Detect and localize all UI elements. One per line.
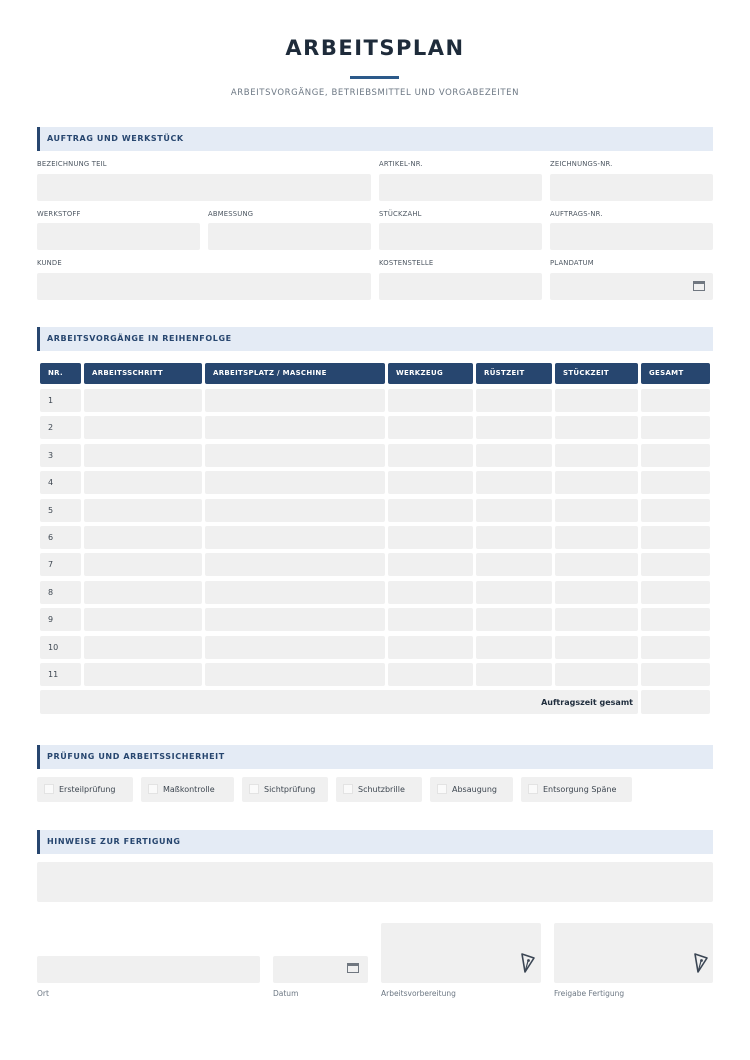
table-cell[interactable]: [84, 581, 202, 604]
table-cell[interactable]: [84, 553, 202, 576]
label-plandatum: PLANDATUM: [550, 259, 594, 267]
row-number-cell: [40, 581, 81, 604]
page-subtitle: ARBEITSVORGÄNGE, BETRIEBSMITTEL UND VORGABEZEITEN: [230, 88, 520, 98]
check-absaugung[interactable]: [430, 777, 513, 802]
row-number-cell: [40, 636, 81, 659]
total-value-field[interactable]: [641, 690, 710, 714]
col-header-arbeitsplatz: ARBEITSPLATZ / MASCHINE: [205, 363, 385, 384]
table-cell[interactable]: [205, 663, 385, 686]
table-cell[interactable]: [205, 416, 385, 439]
table-cell[interactable]: [555, 389, 638, 412]
table-cell[interactable]: [205, 389, 385, 412]
table-cell[interactable]: [84, 499, 202, 522]
table-cell[interactable]: [388, 471, 473, 494]
check-ersteilpruefung[interactable]: [37, 777, 133, 802]
kunde-field[interactable]: [37, 273, 371, 300]
col-header-ruestzeit: RÜSTZEIT: [476, 363, 552, 384]
table-cell[interactable]: [205, 526, 385, 549]
check-label: Absaugung: [452, 785, 497, 794]
table-cell[interactable]: [641, 416, 710, 439]
page-title: ARBEITSPLAN: [285, 36, 465, 60]
table-cell[interactable]: [555, 608, 638, 631]
row-number: 7: [48, 560, 54, 569]
table-cell[interactable]: [84, 389, 202, 412]
auftrag-field[interactable]: [550, 223, 713, 250]
table-cell[interactable]: [641, 389, 710, 412]
col-header-gesamt: GESAMT: [641, 363, 710, 384]
table-cell[interactable]: [476, 444, 552, 467]
section-checks-title: PRÜFUNG UND ARBEITSSICHERHEIT: [47, 752, 225, 761]
label-abmessung: ABMESSUNG: [208, 210, 254, 218]
label-kunde: KUNDE: [37, 259, 62, 267]
col-header-arbeitsschritt: ARBEITSSCHRITT: [84, 363, 202, 384]
zeichnung-field[interactable]: [550, 174, 713, 201]
checkbox[interactable]: [528, 784, 538, 794]
table-cell[interactable]: [84, 636, 202, 659]
row-number-cell: [40, 471, 81, 494]
row-number: 5: [48, 506, 54, 515]
row-number: 4: [48, 478, 54, 487]
total-label: Auftragszeit gesamt: [541, 698, 633, 707]
check-entsorgung-spaene[interactable]: [521, 777, 632, 802]
label-datum: Datum: [273, 989, 299, 998]
table-cell[interactable]: [641, 636, 710, 659]
table-cell[interactable]: [476, 663, 552, 686]
notes-textarea[interactable]: [37, 862, 713, 902]
row-number-cell: [40, 389, 81, 412]
label-artikel: ARTIKEL-NR.: [379, 160, 423, 168]
table-cell[interactable]: [388, 526, 473, 549]
table-cell[interactable]: [641, 499, 710, 522]
table-cell[interactable]: [555, 636, 638, 659]
table-cell[interactable]: [388, 581, 473, 604]
label-bezeichnung: BEZEICHNUNG TEIL: [37, 160, 107, 168]
check-masskontrolle[interactable]: [141, 777, 234, 802]
signature-arbeitsvorbereitung[interactable]: [381, 923, 541, 983]
row-number-cell: [40, 444, 81, 467]
section-order-title: AUFTRAG UND WERKSTÜCK: [47, 134, 184, 143]
section-notes-heading: [37, 830, 713, 854]
section-operations-heading: [37, 327, 713, 351]
col-header-nr: NR.: [40, 363, 81, 384]
table-cell[interactable]: [205, 581, 385, 604]
label-kostenstelle: KOSTENSTELLE: [379, 259, 434, 267]
table-cell[interactable]: [555, 581, 638, 604]
table-cell[interactable]: [641, 471, 710, 494]
ort-field[interactable]: [37, 956, 260, 983]
table-cell[interactable]: [388, 636, 473, 659]
plandatum-field[interactable]: [550, 273, 713, 300]
check-label: Sichtprüfung: [264, 785, 316, 794]
label-freigabe: Freigabe Fertigung: [554, 989, 625, 998]
table-cell[interactable]: [388, 444, 473, 467]
check-schutzbrille[interactable]: [336, 777, 422, 802]
table-cell[interactable]: [205, 444, 385, 467]
label-werkstoff: WERKSTOFF: [37, 210, 81, 218]
table-cell[interactable]: [641, 553, 710, 576]
title-underline: [350, 76, 399, 79]
table-cell[interactable]: [84, 444, 202, 467]
col-header-werkzeug: WERKZEUG: [388, 363, 473, 384]
checkbox[interactable]: [437, 784, 447, 794]
pen-icon: [693, 952, 709, 974]
checkbox[interactable]: [249, 784, 259, 794]
table-cell[interactable]: [84, 416, 202, 439]
col-header-stueckzeit: STÜCKZEIT: [555, 363, 638, 384]
table-cell[interactable]: [388, 608, 473, 631]
table-cell[interactable]: [555, 553, 638, 576]
artikel-field[interactable]: [379, 174, 542, 201]
table-cell[interactable]: [476, 581, 552, 604]
table-cell[interactable]: [641, 444, 710, 467]
label-arbeitsvorbereitung: Arbeitsvorbereitung: [381, 989, 456, 998]
pen-icon: [520, 952, 536, 974]
table-cell[interactable]: [388, 499, 473, 522]
table-cell[interactable]: [388, 553, 473, 576]
calendar-icon[interactable]: [693, 281, 705, 291]
checkbox[interactable]: [343, 784, 353, 794]
section-operations-title: ARBEITSVORGÄNGE IN REIHENFOLGE: [47, 334, 232, 343]
table-cell[interactable]: [555, 444, 638, 467]
bezeichnung-field[interactable]: [37, 174, 371, 201]
row-number: 3: [48, 451, 54, 460]
table-cell[interactable]: [84, 471, 202, 494]
table-cell[interactable]: [388, 416, 473, 439]
table-cell[interactable]: [388, 663, 473, 686]
section-checks-heading: [37, 745, 713, 769]
table-cell[interactable]: [476, 636, 552, 659]
table-cell[interactable]: [84, 608, 202, 631]
label-stueckzahl: STÜCKZAHL: [379, 210, 422, 218]
calendar-icon[interactable]: [347, 963, 359, 973]
kostenstelle-field[interactable]: [379, 273, 542, 300]
checkbox[interactable]: [44, 784, 54, 794]
abmessung-field[interactable]: [208, 223, 371, 250]
check-label: Schutzbrille: [358, 785, 405, 794]
table-cell[interactable]: [555, 526, 638, 549]
row-number: 9: [48, 615, 54, 624]
check-label: Entsorgung Späne: [543, 785, 617, 794]
werkstoff-field[interactable]: [37, 223, 200, 250]
table-cell[interactable]: [641, 581, 710, 604]
table-cell[interactable]: [476, 499, 552, 522]
stueckzahl-field[interactable]: [379, 223, 542, 250]
check-label: Maßkontrolle: [163, 785, 215, 794]
check-sichtpruefung[interactable]: [242, 777, 328, 802]
table-cell[interactable]: [641, 526, 710, 549]
row-number: 6: [48, 533, 54, 542]
table-cell[interactable]: [476, 553, 552, 576]
table-cell[interactable]: [205, 636, 385, 659]
table-cell[interactable]: [641, 663, 710, 686]
table-cell[interactable]: [205, 608, 385, 631]
row-number: 1: [48, 396, 54, 405]
row-number-cell: [40, 553, 81, 576]
row-number-cell: [40, 608, 81, 631]
table-cell[interactable]: [555, 663, 638, 686]
table-cell[interactable]: [205, 553, 385, 576]
table-cell[interactable]: [84, 526, 202, 549]
section-order-heading: [37, 127, 713, 151]
table-cell[interactable]: [555, 416, 638, 439]
table-cell[interactable]: [555, 499, 638, 522]
check-label: Ersteilprüfung: [59, 785, 116, 794]
table-cell[interactable]: [205, 499, 385, 522]
row-number: 10: [48, 643, 59, 652]
checkbox[interactable]: [148, 784, 158, 794]
row-number: 2: [48, 423, 54, 432]
row-number-cell: [40, 526, 81, 549]
table-cell[interactable]: [476, 608, 552, 631]
table-cell[interactable]: [476, 471, 552, 494]
label-zeichnung: ZEICHNUNGS-NR.: [550, 160, 613, 168]
table-cell[interactable]: [555, 471, 638, 494]
row-number: 11: [48, 670, 59, 679]
label-auftrag: AUFTRAGS-NR.: [550, 210, 603, 218]
table-cell[interactable]: [476, 526, 552, 549]
row-number-cell: [40, 416, 81, 439]
table-cell[interactable]: [388, 389, 473, 412]
table-cell[interactable]: [84, 663, 202, 686]
row-number-cell: [40, 663, 81, 686]
signature-freigabe[interactable]: [554, 923, 713, 983]
label-ort: Ort: [37, 989, 49, 998]
section-notes-title: HINWEISE ZUR FERTIGUNG: [47, 837, 181, 846]
row-number: 8: [48, 588, 54, 597]
table-cell[interactable]: [476, 389, 552, 412]
table-cell[interactable]: [476, 416, 552, 439]
table-cell[interactable]: [205, 471, 385, 494]
row-number-cell: [40, 499, 81, 522]
table-cell[interactable]: [641, 608, 710, 631]
